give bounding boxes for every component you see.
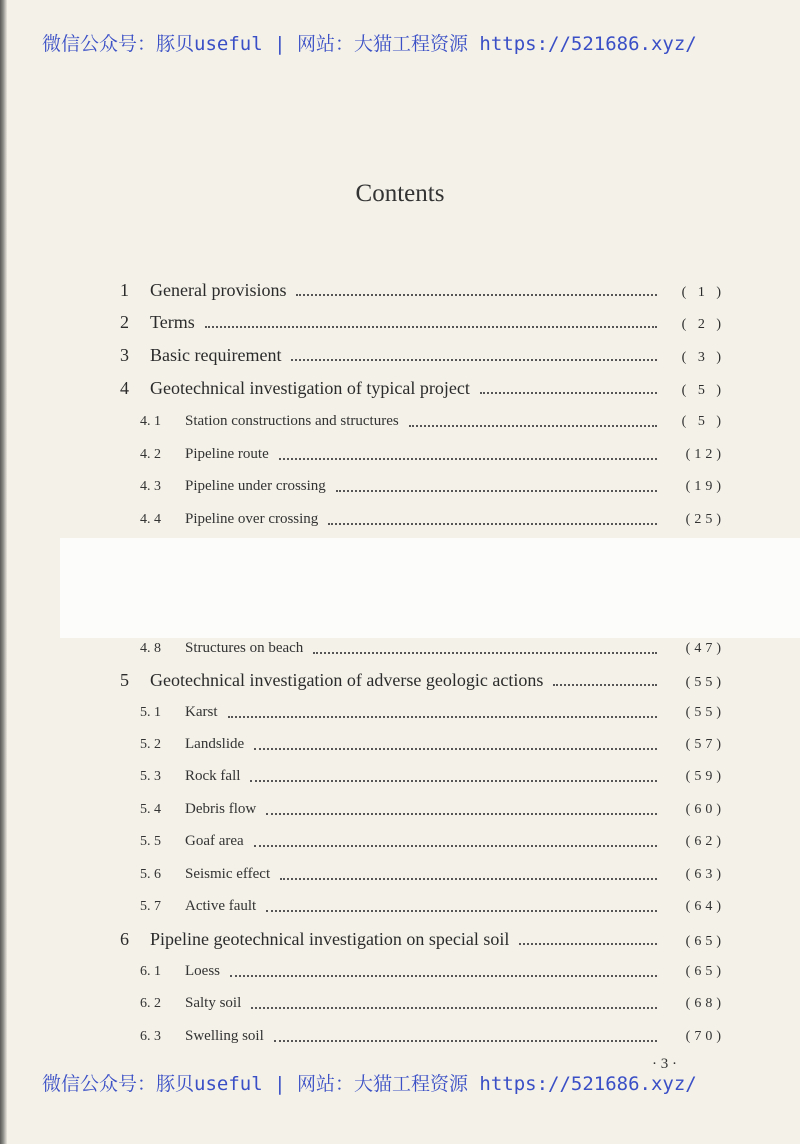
toc-subentry[interactable] — [140, 478, 725, 495]
entry-title: Basic requirement — [150, 345, 282, 365]
entry-page: ( 3 ) — [681, 350, 725, 365]
toc-subentry[interactable] — [140, 736, 725, 753]
toc-entry[interactable] — [120, 312, 725, 333]
toc-subentry[interactable] — [140, 413, 725, 430]
dot-leader — [205, 326, 657, 328]
entry-title: Pipeline geotechnical investigation on special soil — [150, 929, 510, 949]
entry-title: Goaf area — [185, 833, 244, 849]
entry-page: (70) — [685, 1029, 725, 1044]
entry-number: 4 — [120, 378, 129, 398]
entry-number: 5. 5 — [140, 834, 161, 849]
dot-leader — [274, 1040, 657, 1042]
toc-subentry[interactable] — [140, 1028, 725, 1045]
entry-page: (55) — [685, 675, 725, 690]
entry-title: Active fault — [185, 898, 257, 914]
entry-number: 4. 2 — [140, 447, 161, 462]
dot-leader — [251, 1007, 657, 1009]
entry-title: Rock fall — [185, 768, 241, 784]
page-number: · 3 · — [652, 1056, 677, 1072]
entry-page: (57) — [685, 737, 725, 752]
binding-edge — [0, 0, 7, 1144]
dot-leader — [480, 392, 657, 394]
entry-page: (55) — [685, 705, 725, 720]
toc-entry[interactable] — [120, 670, 725, 691]
entry-page: (63) — [685, 867, 725, 882]
dot-leader — [254, 845, 657, 847]
watermark-top: 微信公众号：豚贝useful | 网站：大猫工程资源 https://521686.xyz/ — [42, 33, 697, 55]
toc-subentry[interactable] — [140, 866, 725, 883]
toc-entry[interactable] — [120, 280, 725, 301]
entry-title: Pipeline route — [185, 446, 269, 462]
toc-subentry[interactable] — [140, 768, 725, 785]
entry-number: 3 — [120, 345, 129, 365]
entry-number: 5. 1 — [140, 705, 161, 720]
entry-number: 4. 4 — [140, 512, 161, 527]
entry-title: Debris flow — [185, 801, 257, 817]
entry-title: Structures on beach — [185, 640, 304, 656]
entry-page: (60) — [685, 802, 725, 817]
entry-title: Station constructions and structures — [185, 413, 399, 429]
dot-leader — [336, 490, 657, 492]
toc-subentry[interactable] — [140, 833, 725, 850]
entry-number: 5. 3 — [140, 769, 161, 784]
toc-subentry[interactable] — [140, 898, 725, 915]
entry-page: ( 5 ) — [681, 414, 725, 429]
watermark-bottom: 微信公众号：豚贝useful | 网站：大猫工程资源 https://521686.xyz/ — [42, 1073, 697, 1095]
entry-title: Karst — [185, 704, 218, 720]
toc-subentry[interactable] — [140, 995, 725, 1012]
entry-page: (25) — [685, 512, 725, 527]
entry-title: General provisions — [150, 280, 287, 300]
dot-leader — [266, 813, 657, 815]
entry-number: 5. 2 — [140, 737, 161, 752]
entry-title: Pipeline under crossing — [185, 478, 326, 494]
dot-leader — [553, 684, 657, 686]
entry-title: Seismic effect — [185, 866, 271, 882]
entry-page: ( 2 ) — [681, 317, 725, 332]
toc-subentry[interactable] — [140, 801, 725, 818]
entry-title: Landslide — [185, 736, 245, 752]
entry-number: 4. 8 — [140, 641, 161, 656]
entry-page: (62) — [685, 834, 725, 849]
toc-subentry[interactable] — [140, 963, 725, 980]
dot-leader — [254, 748, 657, 750]
entry-number: 4. 3 — [140, 479, 161, 494]
entry-number: 5. 6 — [140, 867, 161, 882]
entry-page: (68) — [685, 996, 725, 1011]
toc-entry[interactable] — [120, 345, 725, 366]
entry-number: 6. 3 — [140, 1029, 161, 1044]
dot-leader — [291, 359, 657, 361]
entry-number: 4. 1 — [140, 414, 161, 429]
entry-number: 5 — [120, 670, 129, 690]
entry-page: (59) — [685, 769, 725, 784]
entry-title: Swelling soil — [185, 1028, 264, 1044]
toc-entry[interactable] — [120, 378, 725, 399]
toc-subentry[interactable] — [140, 704, 725, 721]
dot-leader — [228, 716, 658, 718]
entry-title: Geotechnical investigation of adverse geologic actions — [150, 670, 544, 690]
toc-entry[interactable] — [120, 929, 725, 950]
entry-page: (65) — [685, 964, 725, 979]
entry-number: 2 — [120, 312, 129, 332]
entry-page: ( 5 ) — [681, 383, 725, 398]
entry-page: (65) — [685, 934, 725, 949]
dot-leader — [280, 878, 657, 880]
dot-leader — [409, 425, 657, 427]
dot-leader — [230, 975, 657, 977]
dot-leader — [519, 943, 657, 945]
entry-title: Terms — [150, 312, 195, 332]
entry-number: 6 — [120, 929, 129, 949]
entry-number: 5. 7 — [140, 899, 161, 914]
entry-page: (12) — [685, 447, 725, 462]
contents-title: Contents — [355, 180, 445, 207]
dot-leader — [296, 294, 657, 296]
entry-title: Pipeline over crossing — [185, 511, 319, 527]
toc-subentry[interactable] — [140, 511, 725, 528]
redacted-band — [60, 538, 800, 638]
dot-leader — [313, 652, 657, 654]
entry-title: Geotechnical investigation of typical project — [150, 378, 470, 398]
entry-page: ( 1 ) — [681, 285, 725, 300]
dot-leader — [266, 910, 657, 912]
toc-subentry[interactable] — [140, 446, 725, 463]
dot-leader — [328, 523, 657, 525]
entry-number: 1 — [120, 280, 129, 300]
entry-number: 5. 4 — [140, 802, 161, 817]
toc-subentry[interactable] — [140, 640, 725, 657]
dot-leader — [279, 458, 657, 460]
entry-title: Salty soil — [185, 995, 242, 1011]
entry-page: (64) — [685, 899, 725, 914]
dot-leader — [250, 780, 657, 782]
entry-page: (19) — [685, 479, 725, 494]
entry-number: 6. 2 — [140, 996, 161, 1011]
entry-number: 6. 1 — [140, 964, 161, 979]
entry-title: Loess — [185, 963, 220, 979]
entry-page: (47) — [685, 641, 725, 656]
